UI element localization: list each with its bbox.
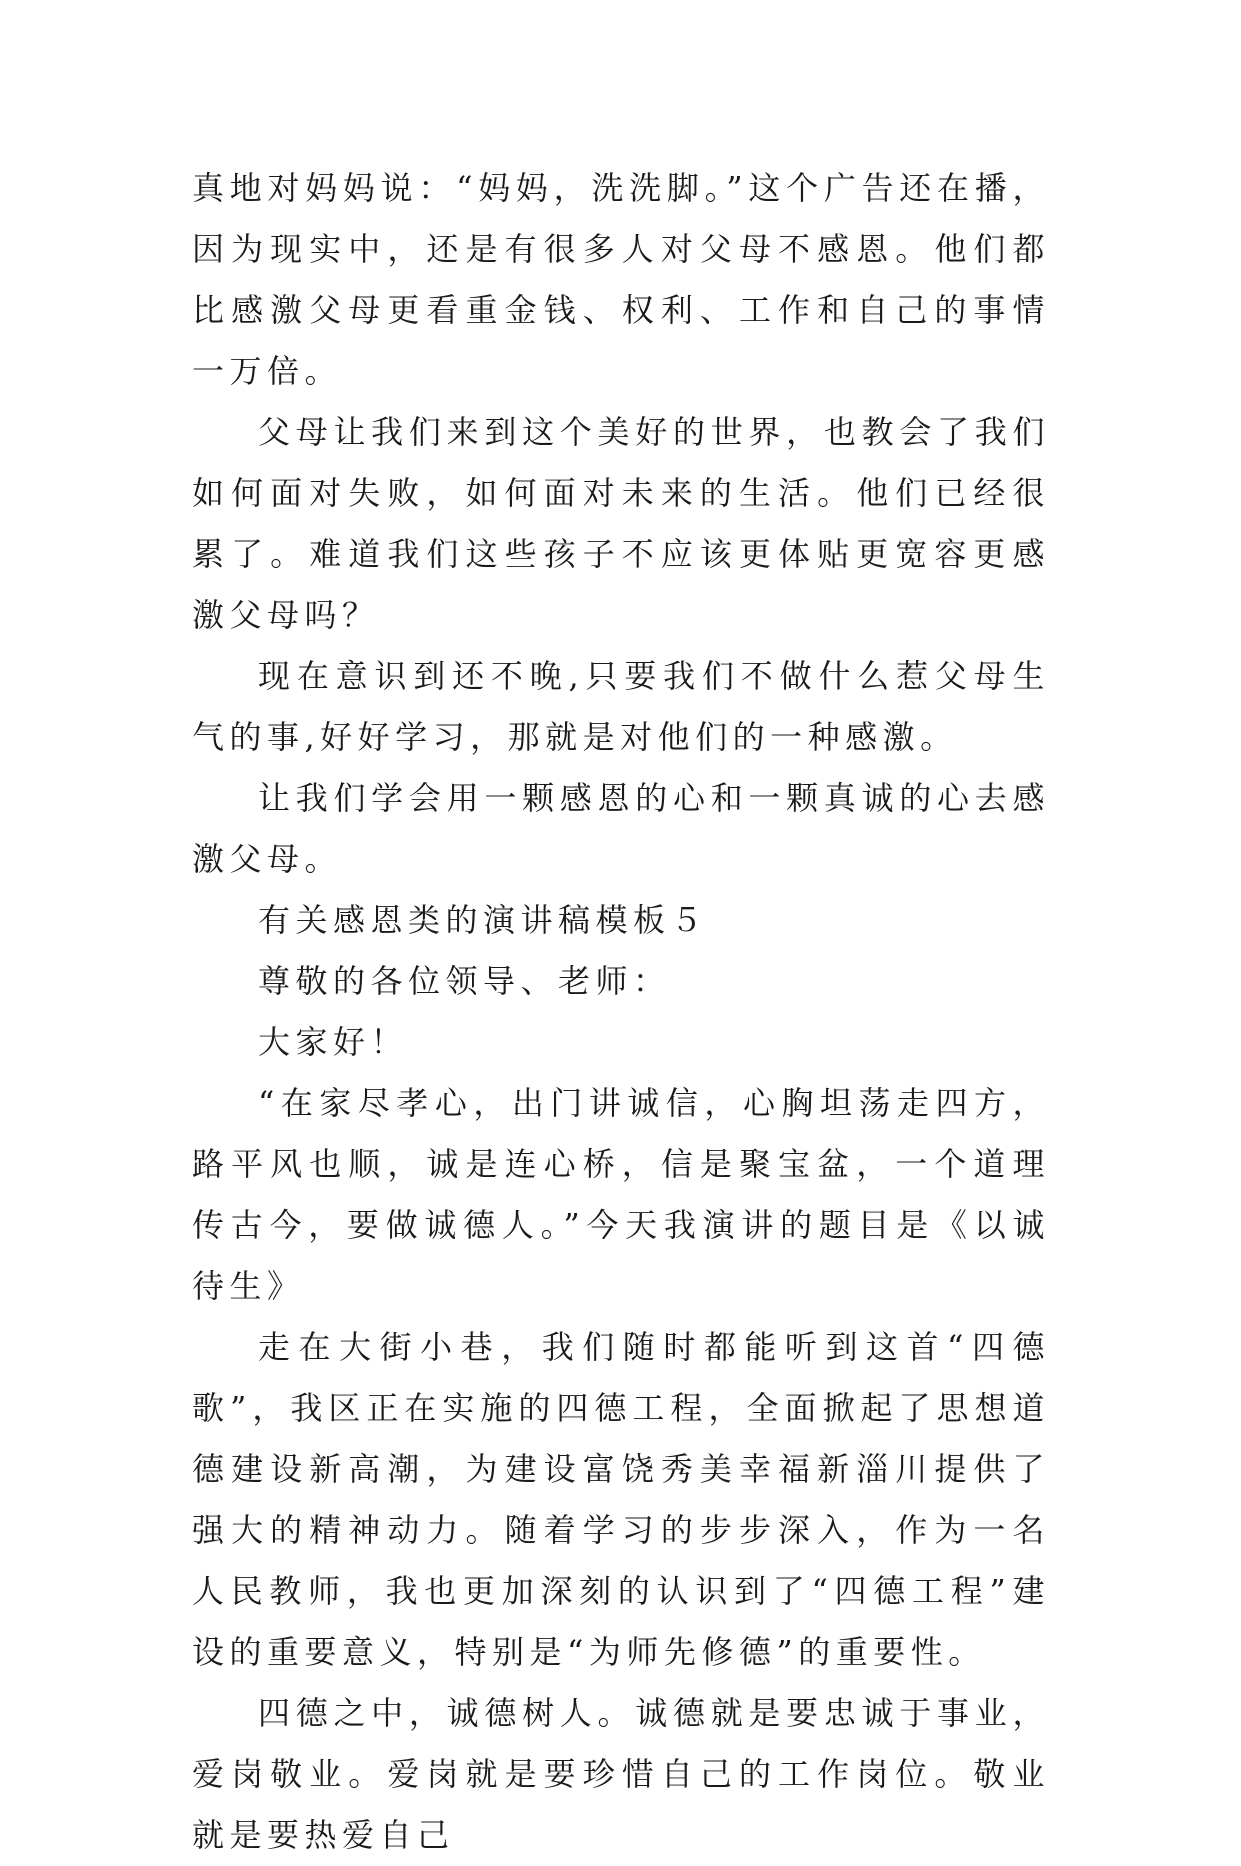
paragraph: 现在意识到还不晚,只要我们不做什么惹父母生气的事,好好学习，那就是对他们的一种感激。 (192, 657, 1050, 756)
paragraph: 让我们学会用一颗感恩的心和一颗真诚的心去感激父母。 (192, 779, 1050, 878)
paragraph: 真地对妈妈说：“妈妈，洗洗脚。”这个广告还在播，因为现实中，还是有很多人对父母不感恩。他们都比感激父母更看重金钱、权利、工作和自己的事情一万倍。 (192, 169, 1050, 390)
paragraph: “在家尽孝心，出门讲诚信，心胸坦荡走四方，路平风也顺，诚是连心桥，信是聚宝盆，一个道理传古今，要做诚德人。”今天我演讲的题目是《以诚待生》 (192, 1084, 1050, 1305)
paragraph: 走在大街小巷，我们随时都能听到这首“四德歌”，我区正在实施的四德工程，全面掀起了思想道德建设新高潮，为建设富饶秀美幸福新淄川提供了强大的精神动力。随着学习的步步深入，作为一名人民教师，我也更加深刻的认识到了“四德工程”建设的重要意义，特别是“为师先修德”的重要性。 (192, 1328, 1050, 1671)
paragraph: 父母让我们来到这个美好的世界，也教会了我们如何面对失败，如何面对未来的生活。他们已经很累了。难道我们这些孩子不应该更体贴更宽容更感激父母吗？ (192, 413, 1050, 634)
greeting: 大家好！ (258, 1023, 409, 1061)
paragraph: 四德之中，诚德树人。诚德就是要忠诚于事业，爱岗敬业。爱岗就是要珍惜自己的工作岗位。敬业就是要热爱自己 (192, 1694, 1050, 1854)
section-heading: 有关感恩类的演讲稿模板５ (258, 901, 709, 939)
document-body (192, 158, 1050, 1866)
salutation: 尊敬的各位领导、老师： (258, 962, 671, 1000)
